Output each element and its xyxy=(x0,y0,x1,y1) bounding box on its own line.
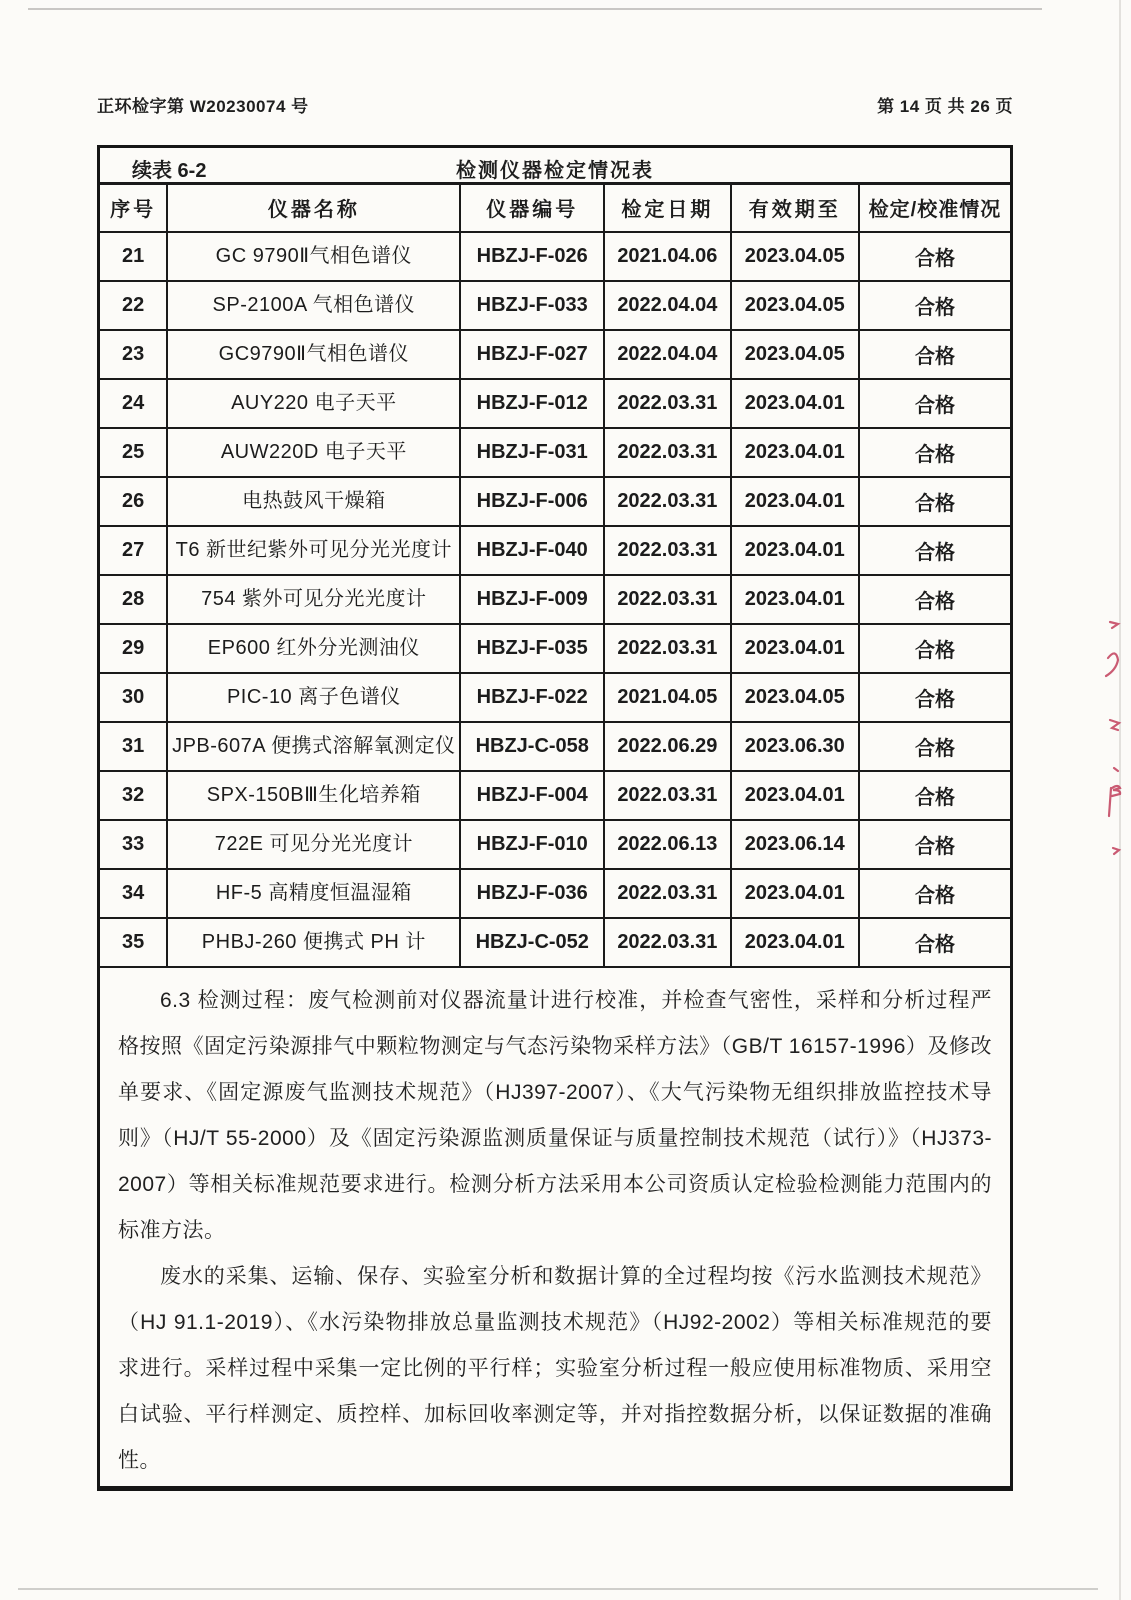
instrument-name: AUY220 电子天平 xyxy=(167,379,460,428)
calibration-result: 合格 xyxy=(859,330,1010,379)
row-index: 33 xyxy=(100,820,167,869)
calibration-result: 合格 xyxy=(859,918,1010,967)
calibration-date: 2022.03.31 xyxy=(604,477,730,526)
instrument-name: 754 紫外可见分光光度计 xyxy=(167,575,460,624)
table-header-row xyxy=(100,184,1010,232)
table-row xyxy=(100,477,1010,526)
instrument-name: AUW220D 电子天平 xyxy=(167,428,460,477)
column-header-valid-until: 有效期至 xyxy=(731,184,859,232)
instrument-name: EP600 红外分光测油仪 xyxy=(167,624,460,673)
table-title: 检测仪器检定情况表 xyxy=(456,160,654,182)
report-content-box xyxy=(97,145,1013,1491)
body-text xyxy=(100,968,1010,1484)
valid-until: 2023.04.05 xyxy=(731,281,859,330)
table-caption-row xyxy=(100,148,1010,182)
table-row xyxy=(100,575,1010,624)
calibration-result: 合格 xyxy=(859,673,1010,722)
instrument-name: 电热鼓风干燥箱 xyxy=(167,477,460,526)
valid-until: 2023.04.01 xyxy=(731,575,859,624)
instrument-name: SP-2100A 气相色谱仪 xyxy=(167,281,460,330)
paragraph-wastewater-process: 废水的采集、运输、保存、实验室分析和数据计算的全过程均按《污水监测技术规范》（HJ 91.1-2019）、《水污染物排放总量监测技术规范》（HJ92-2002）等相关标准规范的要求进行。采样过程中采集一定比例的平行样；实验室分析过程一般应使用标准物质、采用空白试验、平行样测定、质控样、加标回收率测定等，并对指控数据分析，以保证数据的准确性。 xyxy=(118,1264,992,1472)
continued-table-label: 续表 6-2 xyxy=(132,160,207,182)
row-index: 28 xyxy=(100,575,167,624)
doc-number: 正环检字第 W20230074 号 xyxy=(97,97,309,116)
valid-until: 2023.04.01 xyxy=(731,624,859,673)
instrument-name: PIC-10 离子色谱仪 xyxy=(167,673,460,722)
instrument-name: 722E 可见分光光度计 xyxy=(167,820,460,869)
valid-until: 2023.04.01 xyxy=(731,918,859,967)
instrument-code: HBZJ-F-033 xyxy=(460,281,604,330)
instrument-code: HBZJ-F-004 xyxy=(460,771,604,820)
calibration-result: 合格 xyxy=(859,281,1010,330)
instrument-name: PHBJ-260 便携式 PH 计 xyxy=(167,918,460,967)
valid-until: 2023.04.05 xyxy=(731,673,859,722)
instrument-code: HBZJ-C-052 xyxy=(460,918,604,967)
instrument-code: HBZJ-F-040 xyxy=(460,526,604,575)
table-row xyxy=(100,820,1010,869)
instrument-code: HBZJ-F-009 xyxy=(460,575,604,624)
valid-until: 2023.04.01 xyxy=(731,526,859,575)
table-row xyxy=(100,428,1010,477)
table-row xyxy=(100,232,1010,281)
valid-until: 2023.06.30 xyxy=(731,722,859,771)
calibration-result: 合格 xyxy=(859,428,1010,477)
row-index: 31 xyxy=(100,722,167,771)
column-header-index: 序号 xyxy=(100,184,167,232)
calibration-result: 合格 xyxy=(859,771,1010,820)
calibration-result: 合格 xyxy=(859,526,1010,575)
instrument-calibration-table xyxy=(100,182,1010,968)
instrument-code: HBZJ-F-027 xyxy=(460,330,604,379)
calibration-result: 合格 xyxy=(859,869,1010,918)
table-row xyxy=(100,918,1010,967)
running-header xyxy=(97,92,1013,117)
calibration-date: 2022.06.13 xyxy=(604,820,730,869)
paragraph-detection-process: 6.3 检测过程：废气检测前对仪器流量计进行校准，并检查气密性，采样和分析过程严格按照《固定污染源排气中颗粒物测定与气态污染物采样方法》（GB/T 16157-1996）及修改单要求、《固定源废气监测技术规范》（HJ397-2007）、《大气污染物无组织排放监控技术导则》（HJ/T 55-2000）及《固定污染源监测质量保证与质量控制技术规范（试行）》（HJ373-2007）等相关标准规范要求进行。检测分析方法采用本公司资质认定检验检测能力范围内的标准方法。 xyxy=(118,988,992,1242)
calibration-result: 合格 xyxy=(859,379,1010,428)
valid-until: 2023.04.01 xyxy=(731,379,859,428)
row-index: 35 xyxy=(100,918,167,967)
row-index: 34 xyxy=(100,869,167,918)
scan-edge-artifact-bottom xyxy=(18,1588,1098,1590)
row-index: 27 xyxy=(100,526,167,575)
calibration-date: 2022.03.31 xyxy=(604,428,730,477)
valid-until: 2023.04.05 xyxy=(731,232,859,281)
calibration-date: 2022.03.31 xyxy=(604,869,730,918)
valid-until: 2023.04.01 xyxy=(731,477,859,526)
scan-edge-artifact-top xyxy=(28,8,1042,10)
table-row xyxy=(100,379,1010,428)
row-index: 30 xyxy=(100,673,167,722)
calibration-result: 合格 xyxy=(859,820,1010,869)
table-row xyxy=(100,673,1010,722)
column-header-calibration-date: 检定日期 xyxy=(604,184,730,232)
calibration-result: 合格 xyxy=(859,722,1010,771)
table-row xyxy=(100,526,1010,575)
calibration-result: 合格 xyxy=(859,477,1010,526)
valid-until: 2023.04.05 xyxy=(731,330,859,379)
calibration-result: 合格 xyxy=(859,624,1010,673)
instrument-code: HBZJ-F-026 xyxy=(460,232,604,281)
table-row xyxy=(100,722,1010,771)
row-index: 24 xyxy=(100,379,167,428)
valid-until: 2023.04.01 xyxy=(731,428,859,477)
calibration-date: 2021.04.06 xyxy=(604,232,730,281)
table-row xyxy=(100,330,1010,379)
calibration-date: 2022.04.04 xyxy=(604,281,730,330)
calibration-date: 2022.03.31 xyxy=(604,624,730,673)
instrument-code: HBZJ-C-058 xyxy=(460,722,604,771)
table-row xyxy=(100,869,1010,918)
calibration-date: 2022.03.31 xyxy=(604,918,730,967)
instrument-name: GC9790Ⅱ气相色谱仪 xyxy=(167,330,460,379)
column-header-instrument-code: 仪器编号 xyxy=(460,184,604,232)
table-row xyxy=(100,281,1010,330)
calibration-date: 2021.04.05 xyxy=(604,673,730,722)
row-index: 25 xyxy=(100,428,167,477)
instrument-name: JPB-607A 便携式溶解氧测定仪 xyxy=(167,722,460,771)
instrument-name: GC 9790Ⅱ气相色谱仪 xyxy=(167,232,460,281)
calibration-date: 2022.03.31 xyxy=(604,526,730,575)
row-index: 26 xyxy=(100,477,167,526)
valid-until: 2023.04.01 xyxy=(731,771,859,820)
calibration-date: 2022.04.04 xyxy=(604,330,730,379)
instrument-code: HBZJ-F-012 xyxy=(460,379,604,428)
instrument-table-body xyxy=(100,232,1010,967)
instrument-code: HBZJ-F-035 xyxy=(460,624,604,673)
valid-until: 2023.04.01 xyxy=(731,869,859,918)
instrument-code: HBZJ-F-022 xyxy=(460,673,604,722)
calibration-result: 合格 xyxy=(859,232,1010,281)
calibration-date: 2022.03.31 xyxy=(604,771,730,820)
column-header-result: 检定/校准情况 xyxy=(859,184,1010,232)
calibration-date: 2022.06.29 xyxy=(604,722,730,771)
row-index: 23 xyxy=(100,330,167,379)
page-indicator: 第 14 页 共 26 页 xyxy=(877,97,1013,116)
row-index: 21 xyxy=(100,232,167,281)
row-index: 22 xyxy=(100,281,167,330)
table-row xyxy=(100,624,1010,673)
row-index: 32 xyxy=(100,771,167,820)
instrument-code: HBZJ-F-006 xyxy=(460,477,604,526)
column-header-instrument-name: 仪器名称 xyxy=(167,184,460,232)
instrument-code: HBZJ-F-036 xyxy=(460,869,604,918)
calibration-result: 合格 xyxy=(859,575,1010,624)
instrument-name: SPX-150BⅢ生化培养箱 xyxy=(167,771,460,820)
instrument-code: HBZJ-F-010 xyxy=(460,820,604,869)
calibration-date: 2022.03.31 xyxy=(604,575,730,624)
instrument-name: HF-5 高精度恒温湿箱 xyxy=(167,869,460,918)
instrument-code: HBZJ-F-031 xyxy=(460,428,604,477)
calibration-date: 2022.03.31 xyxy=(604,379,730,428)
valid-until: 2023.06.14 xyxy=(731,820,859,869)
row-index: 29 xyxy=(100,624,167,673)
instrument-name: T6 新世纪紫外可见分光光度计 xyxy=(167,526,460,575)
red-ink-margin-marks xyxy=(1090,610,1124,910)
table-row xyxy=(100,771,1010,820)
